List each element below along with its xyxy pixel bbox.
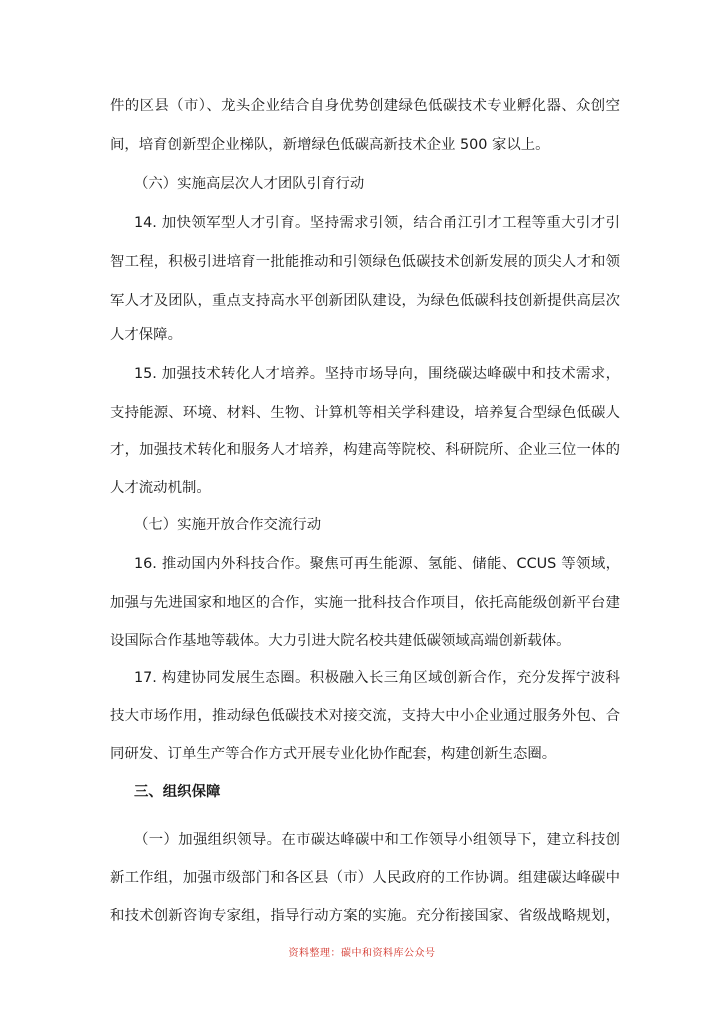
paragraph-17-line: 17. 构建协同发展生态圈。积极融入长三角区域创新合作，充分发挥宁波科	[134, 670, 620, 686]
paragraph-14-line: 人才保障。	[110, 327, 182, 343]
paragraph-16-line: 加强与先进国家和地区的合作，实施一批科技合作项目，依托高能级创新平台建	[110, 595, 620, 611]
paragraph-14-line: 14. 加快领军型人才引育。坚持需求引领，结合甬江引才工程等重大引才引	[134, 215, 620, 231]
paragraph-line: 件的区县（市）、龙头企业结合自身优势创建绿色低碳技术专业孵化器、众创空	[110, 98, 620, 114]
paragraph-15-line: 15. 加强技术转化人才培养。坚持市场导向，围绕碳达峰碳中和技术需求，	[134, 366, 620, 382]
section-heading-six: （六）实施高层次人才团队引育行动	[134, 176, 365, 192]
paragraph-15-line: 支持能源、环境、材料、生物、计算机等相关学科建设，培养复合型绿色低碳人	[110, 405, 620, 421]
paragraph-org-line: （一）加强组织领导。在市碳达峰碳中和工作领导小组领导下，建立科技创	[134, 832, 620, 848]
paragraph-16-line: 设国际合作基地等载体。大力引进大院名校共建低碳领域高端创新载体。	[110, 633, 571, 649]
section-heading-three: 三、组织保障	[134, 784, 221, 800]
paragraph-17-line: 同研发、订单生产等合作方式开展专业化协作配套，构建创新生态圈。	[110, 746, 557, 762]
paragraph-org-line: 新工作组，加强市级部门和各区县（市）人民政府的工作协调。组建碳达峰碳中	[110, 870, 620, 886]
paragraph-17-line: 技大市场作用，推动绿色低碳技术对接交流，支持大中小企业通过服务外包、合	[110, 708, 620, 724]
paragraph-15-line: 人才流动机制。	[110, 480, 211, 496]
paragraph-14-line: 智工程，积极引进培育一批能推动和引领绿色低碳技术创新发展的顶尖人才和领	[110, 254, 620, 270]
section-heading-seven: （七）实施开放合作交流行动	[134, 517, 322, 533]
paragraph-line: 间，培育创新型企业梯队，新增绿色低碳高新技术企业 500 家以上。	[110, 137, 550, 153]
footer-source-note: 资料整理：碳中和资料库公众号	[288, 948, 436, 959]
paragraph-16-line: 16. 推动国内外科技合作。聚焦可再生能源、氢能、储能、CCUS 等领域，	[134, 556, 620, 572]
paragraph-14-line: 军人才及团队，重点支持高水平创新团队建设，为绿色低碳科技创新提供高层次	[110, 293, 620, 309]
paragraph-org-line: 和技术创新咨询专家组，指导行动方案的实施。充分衔接国家、省级战略规划，	[110, 908, 620, 924]
paragraph-15-line: 才，加强技术转化和服务人才培养，构建高等院校、科研院所、企业三位一体的	[110, 442, 620, 458]
